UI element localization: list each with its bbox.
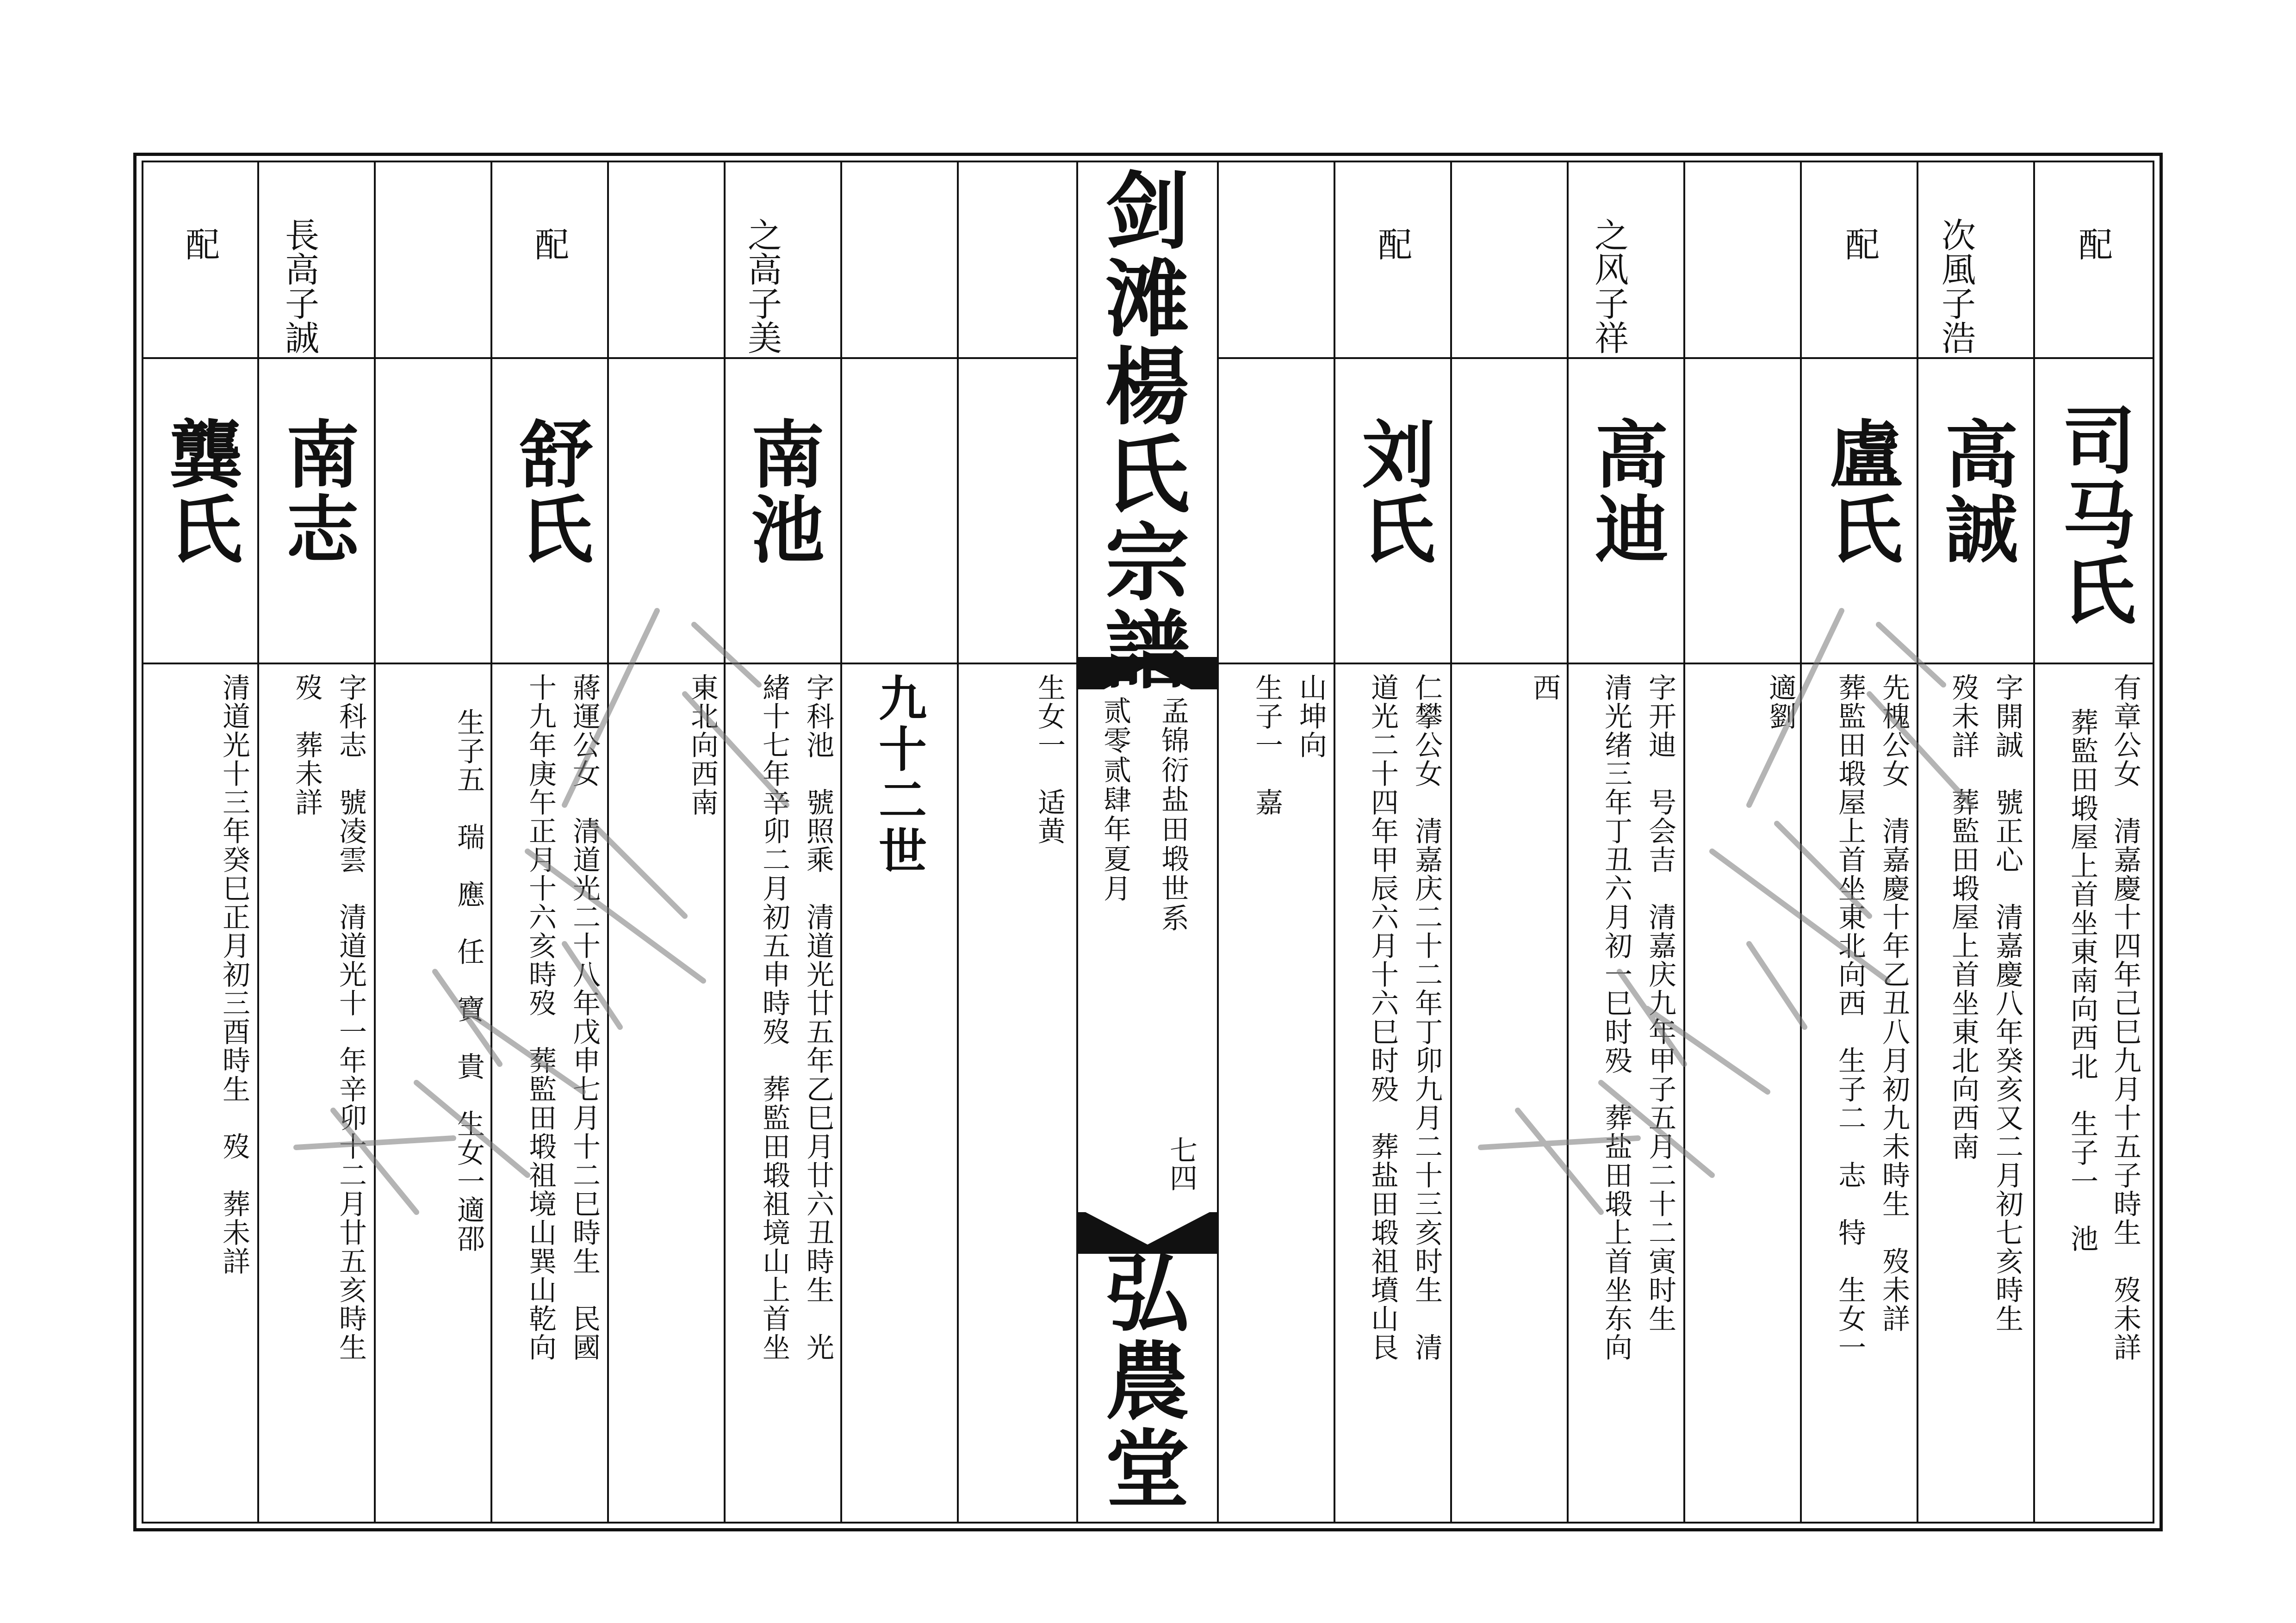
watermark-right [1425, 564, 2027, 1258]
relation-label: 之高子美 [742, 217, 782, 354]
column-rule [1334, 161, 1335, 1524]
biography-line: 歿未詳 葬監田塅屋上首坐東北向西南 [1947, 673, 1980, 1161]
biography-line: 清道光十三年癸巳正月初三酉時生 歿 葬未詳 [218, 673, 250, 1276]
biography-line: 道光二十四年甲辰六月十六巳时殁 葬盐田塅祖墳山艮 [1366, 673, 1399, 1362]
relation-label: 長高子誠 [279, 217, 319, 354]
biography-line: 生子一 嘉 [1251, 673, 1283, 817]
biography-line: 緒十七年辛卯二月初五申時歿 葬監田塅祖境山上首坐 [758, 673, 790, 1362]
biography-line: 字开迪 号会吉 清嘉庆九年甲子五月二十二寅时生 [1644, 673, 1676, 1333]
biography-line: 西 [1528, 673, 1561, 702]
person-name: 南志 [274, 416, 360, 566]
generation-label: 九十二世 [870, 673, 927, 877]
column-rule [2033, 161, 2035, 1524]
person-name: 南池 [739, 416, 825, 566]
relation-label: 配 [2073, 227, 2113, 261]
person-name: 司马氏 [2050, 403, 2136, 627]
person-name: 盧氏 [1817, 416, 1903, 566]
relation-label: 配 [180, 227, 220, 261]
biography-line: 字科志 號凌雲 清道光十一年辛卯十二月廿五亥時生 [335, 673, 367, 1362]
biography-line: 歿 葬未詳 [291, 673, 323, 817]
hall-name: 弘農堂 [1092, 1249, 1191, 1513]
compiler-line: 孟锦衍盐田塅世系 [1157, 696, 1189, 933]
date-line: 贰零贰肆年夏月 [1099, 696, 1131, 904]
biography-line: 有章公女 清嘉慶十四年己巳九月十五子時生 歿未詳 [2109, 673, 2141, 1362]
biography-line: 字開誠 號正心 清嘉慶八年癸亥又二月初七亥時生 [1991, 673, 2023, 1333]
biography-line: 生女一 适黄 [1033, 673, 1066, 845]
person-name: 刘氏 [1350, 416, 1435, 566]
biography-line: 東北向西南 [686, 673, 719, 817]
relation-label: 配 [1372, 227, 1412, 261]
relation-label: 之风子祥 [1589, 217, 1629, 354]
person-name: 龔氏 [157, 416, 242, 566]
relation-label-text: 次風子浩 [1936, 217, 1976, 354]
relation-label: 配 [529, 227, 569, 261]
watermark-left [241, 564, 842, 1258]
biography-line: 十九年庚午正月十六亥時歿 葬監田塅祖境山巽山乾向 [524, 673, 557, 1362]
person-name: 高迪 [1583, 416, 1669, 566]
biography-line: 先槐公女 清嘉慶十年乙丑八月初九未時生 歿未詳 [1878, 673, 1910, 1333]
biography-line: 字科池 號照乘 清道光廿五年乙巳月廿六丑時生 光 [802, 673, 834, 1362]
biography-line: 清光绪三年丁丑六月初一巳时殁 葬盐田塅上首坐东向 [1600, 673, 1632, 1362]
biography-line: 仁攀公女 清嘉庆二十二年丁卯九月二十三亥时生 清 [1410, 673, 1443, 1362]
biography-line: 葬監田塅屋上首坐東南向西北 生子一 池 [2066, 708, 2098, 1253]
person-name: 高誠 [1933, 416, 2018, 566]
header-rule-left [142, 357, 1077, 359]
person-name: 舒氏 [508, 416, 593, 566]
relation-label: 配 [1840, 227, 1880, 261]
relation-label [1936, 217, 1976, 354]
biography-line: 生子五 瑞 應 任 寶 貴 生女一適邵 [453, 708, 485, 1253]
header-rule-right [1217, 357, 2154, 359]
column-rule [957, 161, 959, 1524]
biography-line: 適劉 [1764, 673, 1797, 731]
biography-line: 蔣運公女 清道光二十八年戊申七月十二巳時生 民國 [568, 673, 601, 1362]
biography-line: 山坤向 [1295, 673, 1327, 759]
page-number: 七四 [1165, 1136, 1198, 1191]
biography-line: 葬監田塅屋上首坐東北向西 生子二 志 特 生女一 [1834, 673, 1866, 1362]
genealogy-title: 剑滩楊氏宗譜 [1092, 167, 1191, 694]
